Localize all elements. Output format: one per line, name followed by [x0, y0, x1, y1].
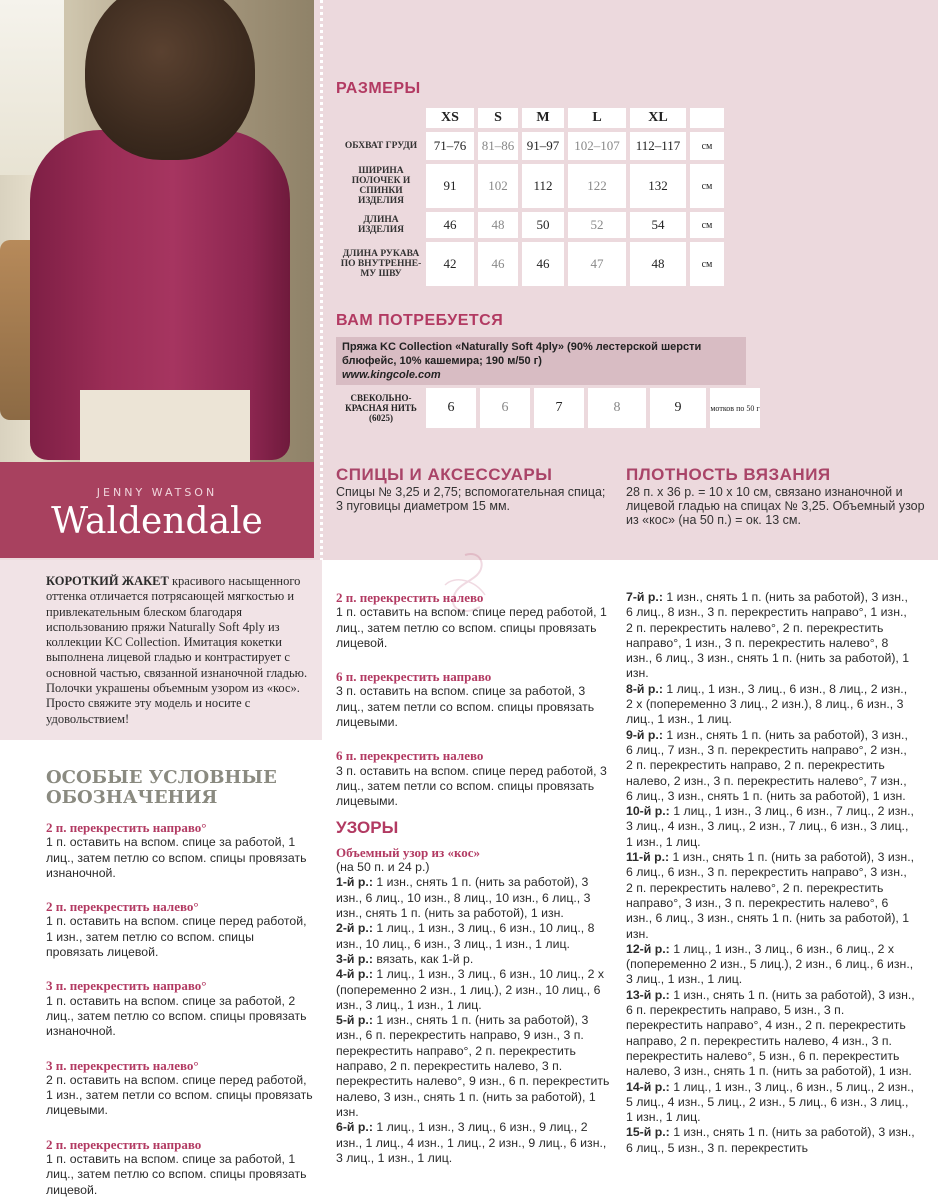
table-cell: 102: [478, 164, 518, 208]
yarn-amount-table: [336, 388, 764, 428]
sizes-title: РАЗМЕРЫ: [336, 80, 421, 97]
amount-cell: 8: [588, 388, 646, 428]
row-number: 14-й р.:: [626, 1079, 670, 1094]
row-label: ОБХВАТ ГРУДИ: [344, 141, 418, 151]
needles-title: СПИЦЫ И АКСЕССУАРЫ: [336, 465, 553, 484]
symbol-text: 1 п. оставить на вспом. спице за работой, 1 лиц., затем петлю со вспом. спицы провязать лицевой.: [46, 1152, 307, 1197]
symbol-heading: 2 п. перекрестить направо: [46, 1136, 202, 1152]
row-text: 1 изн., снять 1 п. (нить за работой), 3 изн., 6 п. перекрестить направо, 5 изн., 3 п. перекрестить направо°, 4 изн., 2 п. перекрестить направо, 2 п. перекрестить налево, 4 изн., 3 п. перекрестить налево°, 5 изн., 6 п. перекрестить налево, 3 изн., снять 1 п. (нить за работой), 1 изн.: [626, 987, 915, 1079]
pattern-name: Waldendale: [51, 501, 263, 542]
table-cell: 102–107: [568, 132, 626, 160]
hair-figure: [85, 0, 255, 160]
row-number: 15-й р.:: [626, 1125, 670, 1140]
title-block: [0, 462, 314, 558]
needles-text: Спицы № 3,25 и 2,75; вспомогательная спица; 3 пуговицы диаметром 15 мм.: [336, 485, 606, 513]
row-text: 1 изн., снять 1 п. (нить за работой), 3 изн., 6 лиц., 7 изн., 3 п. перекрестить направо°, 2 изн., 2 п. перекрестить направо, 2 п. перекрестить налево, 2 изн., 3 п. перекрестить налево°, 7 изн., 6 лиц., 3 изн., снять 1 п. (нить за работой), 1 изн.: [626, 727, 908, 803]
size-header: XS: [426, 108, 474, 128]
row-number: 8-й р.:: [626, 681, 663, 696]
table-cell: 81–86: [478, 132, 518, 160]
row-text: 1 изн., снять 1 п. (нить за работой), 3 изн., 6 лиц., 8 изн., 3 п. перекрестить направо°, 1 изн., 2 п. перекрестить налево°, 2 п. перекрестить направо°, 1 изн., 3 п. перекрестить налево°, 8 изн., 6 лиц., 3 изн., снять 1 п. (нить за работой), 1 изн.: [626, 590, 910, 681]
yarn-description: «Naturally Soft 4ply» (90% лестерской шерсти блюфейс, 10% кашемира; 190 м/50 г): [342, 341, 702, 367]
table-cell: 48: [630, 242, 686, 286]
table-cell: 112: [522, 164, 564, 208]
row-number: 1-й р.:: [336, 875, 373, 890]
row-number: 5-й р.:: [336, 1013, 373, 1028]
pattern-row: [626, 804, 916, 850]
symbol-heading: 6 п. перекрестить направо: [336, 669, 492, 685]
row-text: 1 лиц., 1 изн., 3 лиц., 6 изн., 8 лиц., 2 изн., 2 х (попеременно 3 лиц., 2 изн.), 8 лиц., 6 изн., 3 лиц., 1 изн., 1 лиц.: [626, 681, 908, 727]
symbol-heading: 2 п. перекрестить налево°: [46, 899, 199, 915]
table-cell: 47: [568, 242, 626, 286]
pattern-row: [626, 590, 916, 682]
row-text: 1 изн., снять 1 п. (нить за работой), 3 изн., 6 лиц., 5 изн., 3 п. перекрестить: [626, 1125, 915, 1155]
amount-cell: 7: [534, 388, 584, 428]
row-label: ШИРИНА ПОЛОЧЕК И СПИНКИ ИЗДЕЛИЯ: [351, 166, 411, 206]
pattern-row: [626, 728, 916, 804]
amount-unit: мотков по 50 г: [710, 388, 760, 428]
table-cell: 71–76: [426, 132, 474, 160]
pattern-column-3: [626, 590, 916, 1156]
yarn-brand: Пряжа KC Collection: [342, 341, 453, 353]
size-header: L: [568, 108, 626, 128]
symbol-heading: 2 п. перекрестить налево: [336, 590, 484, 605]
symbol-text: 1 п. оставить на вспом. спице за работой, 2 лиц., затем петлю со вспом. спицы провязать изнаночной.: [46, 993, 307, 1039]
symbol-text: 3 п. оставить на вспом. спице перед работой, 3 лиц., затем петли со вспом. спицы провязать лицевыми.: [336, 763, 607, 809]
table-cell: 122: [568, 164, 626, 208]
row-text: 1 изн., снять 1 п. (нить за работой), 3 изн., 6 п. перекрестить направо, 9 изн., 3 п. перекрестить направо°, 2 п. перекрестить направо, 2 п. перекрестить налево, 3 п. перекрестить налево°, 9 изн., 6 п. перекрестить налево, 3 изн., снять 1 п. (нить за работой), 1 изн.: [336, 1013, 610, 1119]
symbol-text: 1 п. оставить на вспом. спице за работой, 1 лиц., затем петлю со вспом. спицы провязать изнаночной.: [46, 835, 307, 880]
pattern-row: [626, 1080, 916, 1126]
table-cell: 46: [522, 242, 564, 286]
gauge-section: [626, 465, 926, 527]
pattern-row: [336, 1013, 611, 1120]
pattern-row: [336, 875, 611, 921]
pattern-row: [336, 921, 611, 952]
pattern-column-2: [336, 590, 611, 1166]
row-text: 1 лиц., 1 изн., 3 лиц., 6 изн., 7 лиц., 2 изн., 3 лиц., 4 изн., 3 лиц., 2 изн., 7 лиц., 6 изн., 3 лиц., 1 изн., 1 лиц.: [626, 804, 914, 849]
size-header: XL: [630, 108, 686, 128]
amount-cell: 6: [426, 388, 476, 428]
row-label: ДЛИНА ИЗДЕЛИЯ: [358, 215, 404, 235]
gauge-text: 28 п. х 36 р. = 10 х 10 см, связано изнаночной и лицевой гладью на спицах № 3,25. Объемный узор из «кос» (на 50 п.) = ок. 13 см.: [626, 485, 925, 527]
row-number: 7-й р.:: [626, 590, 663, 604]
table-cell: 50: [522, 212, 564, 238]
shirt-hem: [80, 390, 250, 462]
yarn-box: [336, 337, 746, 385]
row-text: 1 лиц., 1 изн., 3 лиц., 6 изн., 10 лиц., 2 х (попеременно 2 изн., 1 лиц.), 2 изн., 10 лиц., 6 изн., 3 лиц., 1 изн., 1 лиц.: [336, 967, 604, 1012]
intro-text: [0, 560, 322, 740]
model-photo: [0, 0, 314, 462]
table-cell: 46: [426, 212, 474, 238]
row-number: 13-й р.:: [626, 987, 670, 1002]
gauge-title: ПЛОТНОСТЬ ВЯЗАНИЯ: [626, 465, 831, 484]
row-text: 1 изн., снять 1 п. (нить за работой), 3 изн., 6 лиц., 10 изн., 8 лиц., 10 изн., 6 лиц., 3 изн., снять 1 п. (нить за работой), 1 изн.: [336, 875, 591, 921]
requirements-title: ВАМ ПОТРЕБУЕТСЯ: [336, 312, 504, 329]
table-cell: 52: [568, 212, 626, 238]
sizes-table: [336, 104, 728, 290]
author-name: JENNY WATSON: [96, 486, 218, 499]
row-number: 9-й р.:: [626, 727, 663, 742]
row-number: 11-й р.:: [626, 850, 670, 865]
amount-cell: 6: [480, 388, 530, 428]
pattern-note: (на 50 п. и 24 р.): [336, 860, 430, 875]
symbol-heading: 3 п. перекрестить налево°: [46, 1057, 199, 1073]
row-number: 2-й р.:: [336, 921, 373, 936]
symbols-title: ОСОБЫЕ УСЛОВНЫЕ ОБОЗНАЧЕНИЯ: [46, 767, 277, 808]
table-cell: 91–97: [522, 132, 564, 160]
pattern-row: [336, 967, 611, 1013]
pattern-row: [626, 942, 916, 988]
intro-body: красивого насыщенного оттенка отличается потрясающей мягкостью и привлекательным блеском благодаря использованию пряжи Naturally Soft 4ply из коллекции KC Collection. Имитация кокетки выполнена лицевой гладью и контрастирует с основной частью, связанной изнаночной гладью. Полочки украшены объемным узором из «кос». Просто свяжите эту модель и носите с удовольствием!: [46, 574, 308, 726]
row-text: 1 лиц., 1 изн., 3 лиц., 6 изн., 10 лиц., 8 изн., 10 лиц., 6 изн., 3 лиц., 1 изн., 1 лиц.: [336, 921, 595, 951]
pattern-row: [626, 682, 916, 728]
table-cell: 48: [478, 212, 518, 238]
symbols-column-1: [46, 820, 314, 1200]
row-label: ДЛИНА РУКАВА ПО ВНУТРЕННЕ-МУ ШВУ: [340, 249, 422, 279]
row-text: вязать, как 1-й р.: [372, 951, 474, 966]
symbol-heading: 2 п. перекрестить направо°: [46, 820, 207, 835]
row-number: 10-й р.:: [626, 804, 670, 819]
unit-cell: см: [690, 164, 724, 208]
unit-cell: см: [690, 242, 724, 286]
row-text: 1 лиц., 1 изн., 3 лиц., 6 изн., 6 лиц., 2 х (попеременно 2 изн., 5 лиц.), 2 изн., 6 лиц., 6 изн., 3 лиц., 1 изн., 1 лиц.: [626, 941, 914, 987]
symbol-text: 1 п. оставить на вспом. спице перед работой, 1 изн., затем петлю со вспом. спицы провязать лицевой.: [46, 914, 307, 960]
intro-lead: КОРОТКИЙ ЖАКЕТ: [46, 574, 169, 588]
table-cell: 91: [426, 164, 474, 208]
row-number: 3-й р.:: [336, 951, 373, 966]
table-cell: 112–117: [630, 132, 686, 160]
symbol-text: 3 п. оставить на вспом. спице за работой, 3 лиц., затем петли со вспом. спицы провязать лицевыми.: [336, 684, 595, 730]
size-header: M: [522, 108, 564, 128]
needles-section: [336, 465, 606, 513]
row-text: 1 лиц., 1 изн., 3 лиц., 6 изн., 5 лиц., 2 изн., 5 лиц., 4 изн., 5 лиц., 2 изн., 5 лиц., 6 изн., 3 лиц., 1 изн., 1 лиц.: [626, 1079, 914, 1125]
pattern-row: [626, 1125, 916, 1156]
table-cell: 54: [630, 212, 686, 238]
patterns-title: УЗОРЫ: [336, 817, 399, 837]
table-cell: 46: [478, 242, 518, 286]
symbol-heading: 6 п. перекрестить налево: [336, 748, 484, 764]
row-text: 1 изн., снять 1 п. (нить за работой), 3 изн., 6 лиц., 6 изн., 3 п. перекрестить направо°, 3 изн., 2 п. перекрестить налево°, 2 п. перекрестить направо°, 3 изн., 3 п. перекрестить налево°, 6 изн., 6 лиц., 3 изн., снять 1 п. (нить за работой), 1 изн.: [626, 850, 915, 941]
row-text: 1 лиц., 1 изн., 3 лиц., 6 изн., 9 лиц., 2 изн., 1 лиц., 4 изн., 1 лиц., 2 изн., 9 лиц., 6 изн., 3 лиц., 1 изн., 1 лиц.: [336, 1120, 607, 1165]
symbol-text: 2 п. оставить на вспом. спице перед работой, 1 изн., затем петли со вспом. спицы провязать лицевыми.: [46, 1072, 313, 1118]
row-number: 4-й р.:: [336, 967, 373, 982]
table-cell: 132: [630, 164, 686, 208]
symbol-heading: 3 п. перекрестить направо°: [46, 978, 207, 994]
table-cell: 42: [426, 242, 474, 286]
yarn-url: www.kingcole.com: [342, 369, 441, 381]
yarn-color-label: СВЕКОЛЬНО-КРАСНАЯ НИТЬ (6025): [345, 393, 417, 423]
pattern-row: [626, 850, 916, 942]
pattern-row: [336, 952, 611, 967]
row-number: 6-й р.:: [336, 1120, 373, 1135]
unit-cell: см: [690, 212, 724, 238]
amount-cell: 9: [650, 388, 706, 428]
pattern-row: [626, 988, 916, 1080]
pattern-row: [336, 1120, 611, 1166]
row-number: 12-й р.:: [626, 941, 670, 956]
unit-cell: см: [690, 132, 724, 160]
size-header: S: [478, 108, 518, 128]
symbol-text: 1 п. оставить на вспом. спице перед работой, 1 лиц., затем петлю со вспом. спицы провязать лицевой.: [336, 605, 607, 650]
pattern-subtitle: Объемный узор из «кос»: [336, 844, 481, 860]
